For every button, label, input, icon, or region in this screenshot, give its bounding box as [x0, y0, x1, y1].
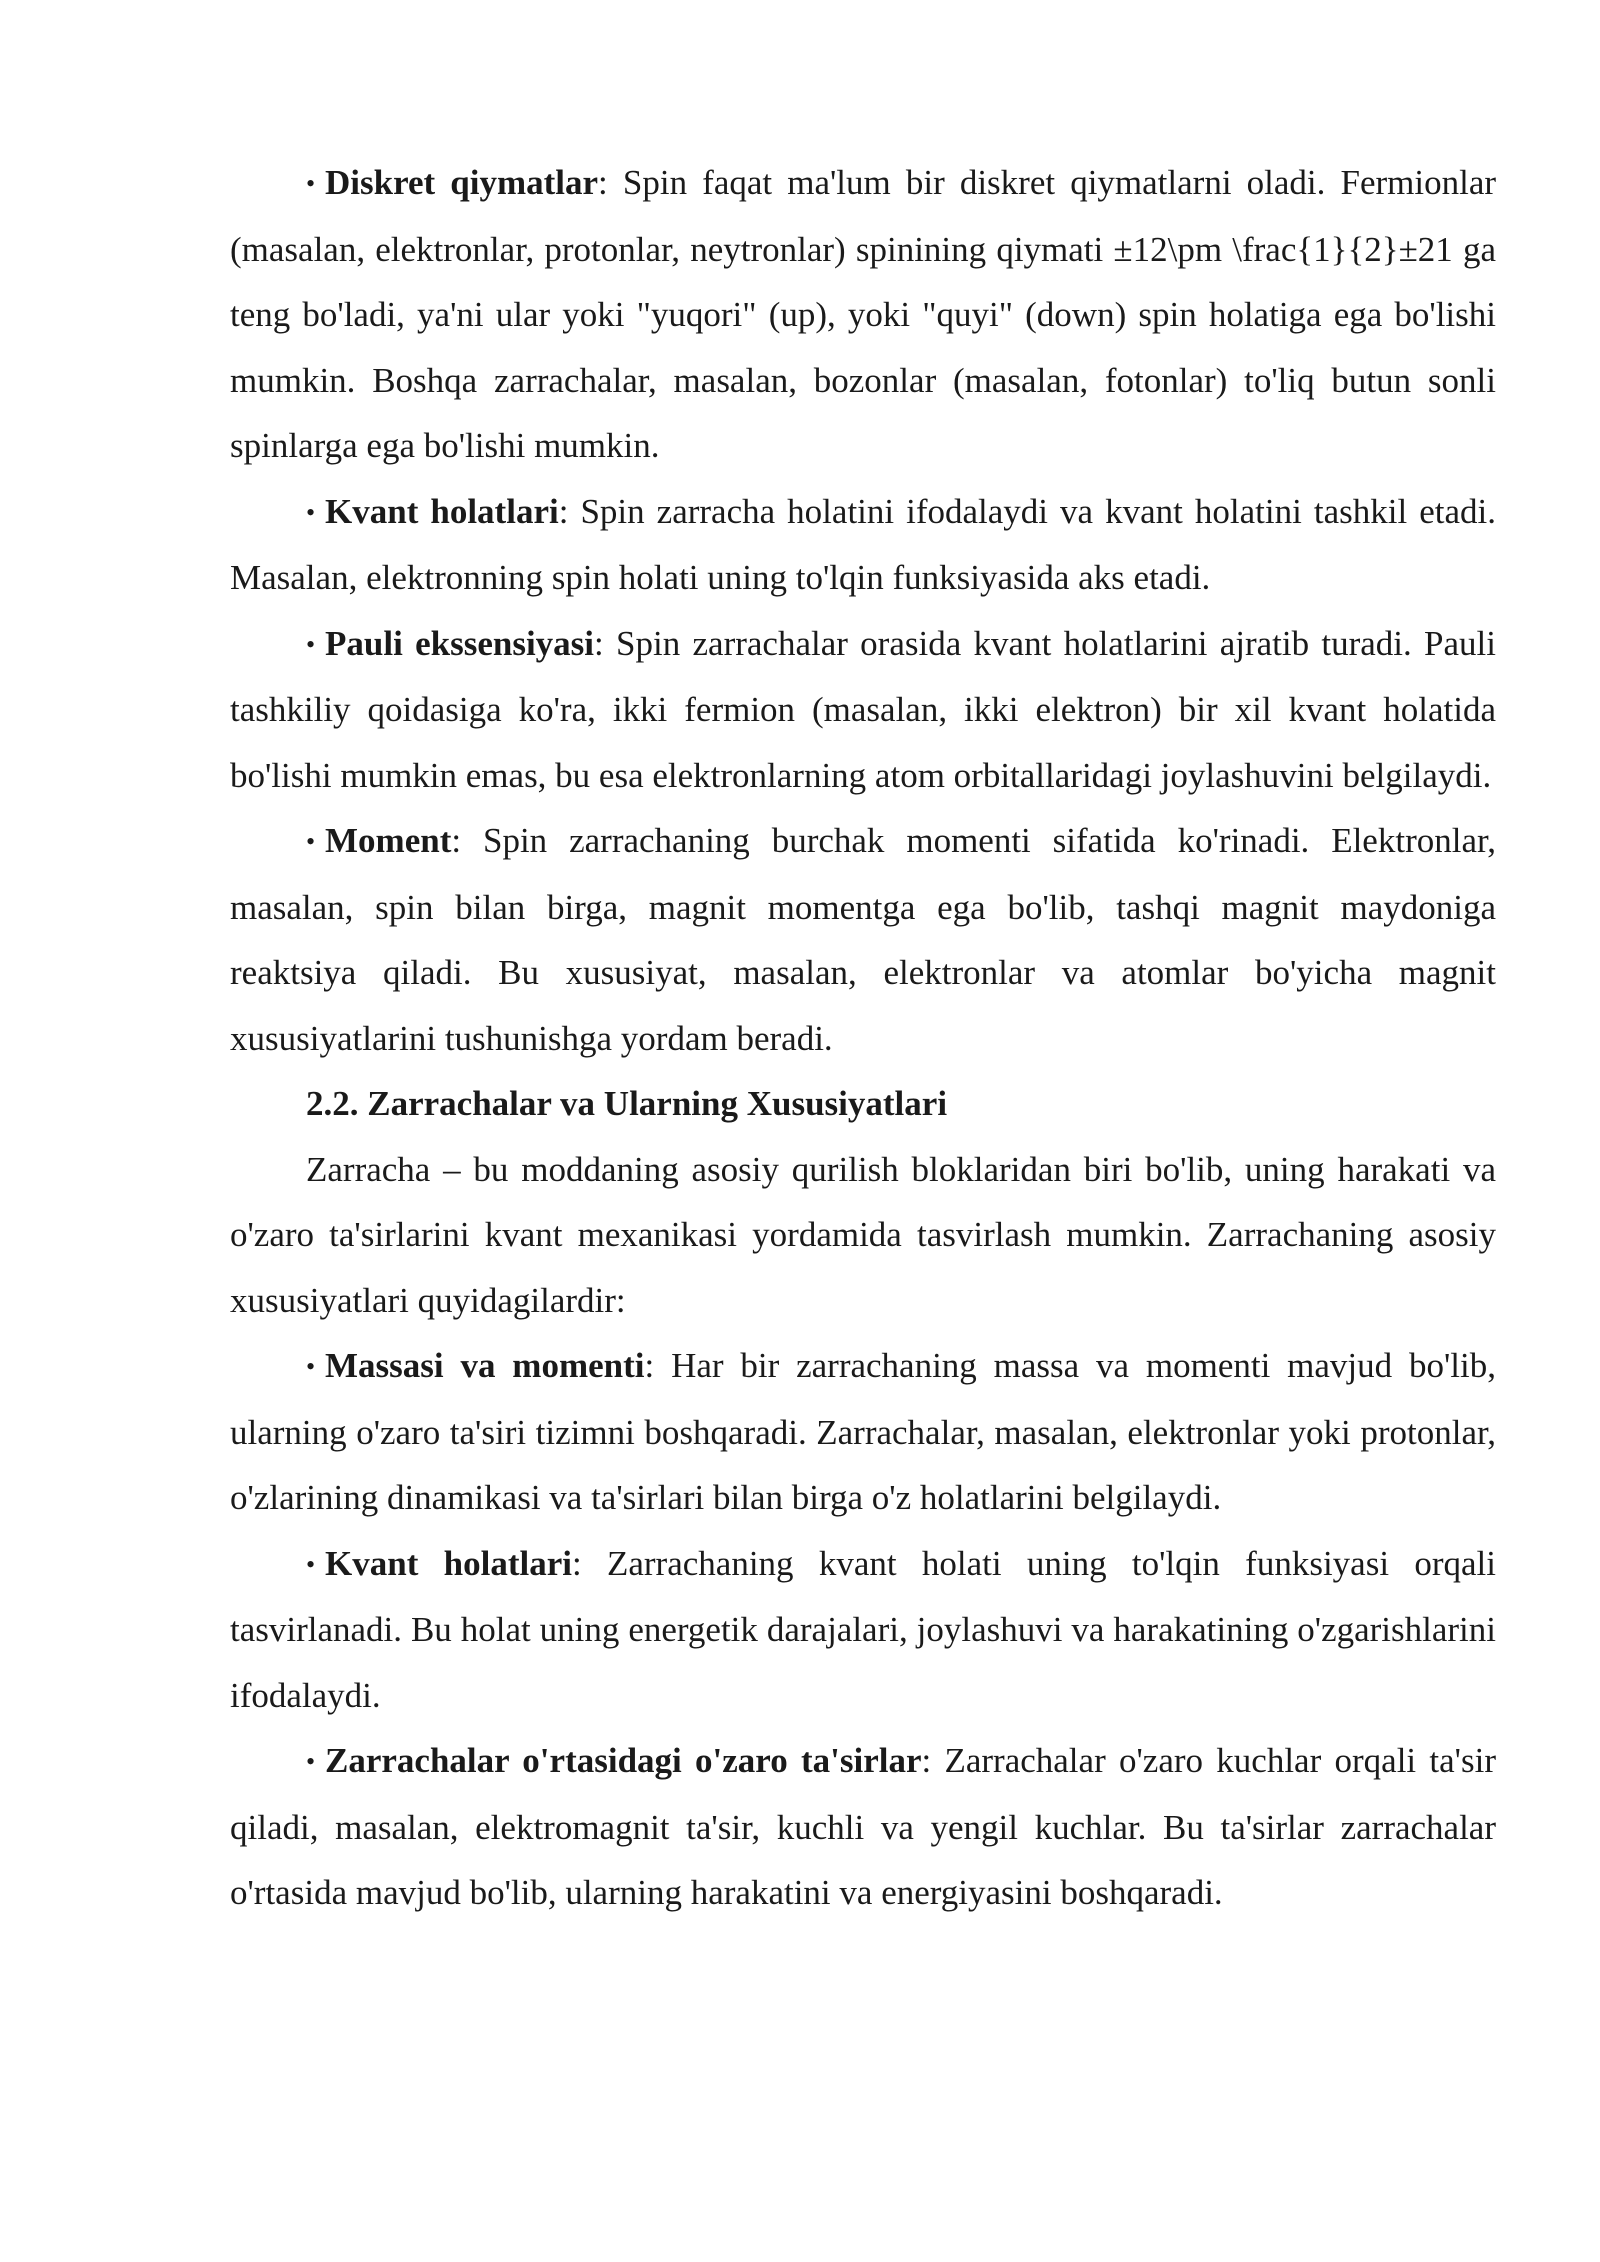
- bullet-icon: •: [306, 1747, 316, 1776]
- bullet-icon: •: [306, 827, 316, 856]
- section-heading: 2.2. Zarrachalar va Ularning Xususiyatlari: [306, 1084, 948, 1123]
- bullet-paragraph-kvant-holatlari-2: [230, 1531, 1496, 1729]
- bullet-text: : Spin zarracha holatini ifodalaydi va kvant holatini tashkil etadi. Masalan, elektronning spin holati uning to'lqin funksiyasida aks etadi.: [230, 491, 1496, 597]
- bullet-icon: •: [306, 629, 316, 659]
- bullet-paragraph-moment: [230, 808, 1496, 1071]
- bullet-text: : Zarrachalar o'zaro kuchlar orqali ta'sir qiladi, masalan, elektromagnit ta'sir, kuchli va yengil kuchlar. Bu ta'sirlar zarrachalar o'rtasida mavjud bo'lib, ularning harakatini va energiyasini boshqaradi.: [230, 1741, 1496, 1912]
- intro-paragraph: Zarracha – bu moddaning asosiy qurilish bloklaridan biri bo'lib, uning harakati va o'zaro ta'sirlarini kvant mexanikasi yordamida tasvirlash mumkin. Zarrachaning asosiy xususiyatlari quyidagilardir:: [230, 1149, 1496, 1320]
- bullet-icon: •: [306, 1352, 316, 1381]
- bullet-term: Moment: [325, 821, 452, 860]
- bullet-paragraph-massasi: [230, 1333, 1496, 1531]
- bullet-paragraph-pauli: [230, 611, 1496, 809]
- bullet-term: Kvant holatlari: [325, 491, 559, 531]
- bullet-term: Massasi va momenti: [325, 1346, 645, 1385]
- bullet-text: : Zarrachaning kvant holati uning to'lqin funksiyasi orqali tasvirlanadi. Bu holat uning energetik darajalari, joylashuvi va harakatining o'zgarishlarini ifodalaydi.: [230, 1543, 1496, 1715]
- bullet-text: : Har bir zarrachaning massa va momenti mavjud bo'lib, ularning o'zaro ta'siri tizimni boshqaradi. Zarrachalar, masalan, elektronlar yoki protonlar, o'zlarining dinamikasi va ta'sirlari bilan birga o'z holatlarini belgilaydi.: [230, 1346, 1497, 1517]
- bullet-term: Pauli ekssensiyasi: [325, 623, 595, 663]
- bullet-paragraph-diskret: [230, 150, 1496, 479]
- bullet-icon: •: [306, 169, 316, 198]
- bullet-icon: •: [306, 497, 316, 527]
- bullet-term: Zarrachalar o'rtasidagi o'zaro ta'sirlar: [325, 1741, 922, 1780]
- bullet-term: Kvant holatlari: [325, 1543, 572, 1583]
- bullet-text: : Spin zarrachalar orasida kvant holatlarini ajratib turadi. Pauli tashkiliy qoidasiga ko'ra, ikki fermion (masalan, ikki elektron) bir xil kvant holatida bo'lishi mumkin emas, bu esa elektronlarning atom orbitallaridagi joylashuvini belgilaydi.: [230, 623, 1496, 795]
- bullet-term: Diskret qiymatlar: [325, 163, 599, 202]
- document-page: [230, 150, 1496, 1926]
- bullet-icon: •: [306, 1549, 316, 1579]
- bullet-text: : Spin faqat ma'lum bir diskret qiymatlarni oladi. Fermionlar (masalan, elektronlar, protonlar, neytronlar) spinining qiymati ±12\pm \frac{1}{2}±21 ga teng bo'ladi, ya'ni ular yoki "yuqori" (up), yoki "quyi" (down) spin holatiga ega bo'lishi mumkin. Boshqa zarrachalar, masalan, bozonlar (masalan, fotonlar) to'liq butun sonli spinlarga ega bo'lishi mumkin.: [230, 163, 1497, 465]
- bullet-paragraph-ozaro-tasirlar: [230, 1728, 1496, 1926]
- bullet-paragraph-kvant-holatlari: [230, 479, 1496, 611]
- bullet-text: : Spin zarrachaning burchak momenti sifatida ko'rinadi. Elektronlar, masalan, spin bilan birga, magnit momentga ega bo'lib, tashqi magnit maydoniga reaktsiya qiladi. Bu xususiyat, masalan, elektronlar va atomlar bo'yicha magnit xususiyatlarini tushunishga yordam beradi.: [230, 821, 1496, 1058]
